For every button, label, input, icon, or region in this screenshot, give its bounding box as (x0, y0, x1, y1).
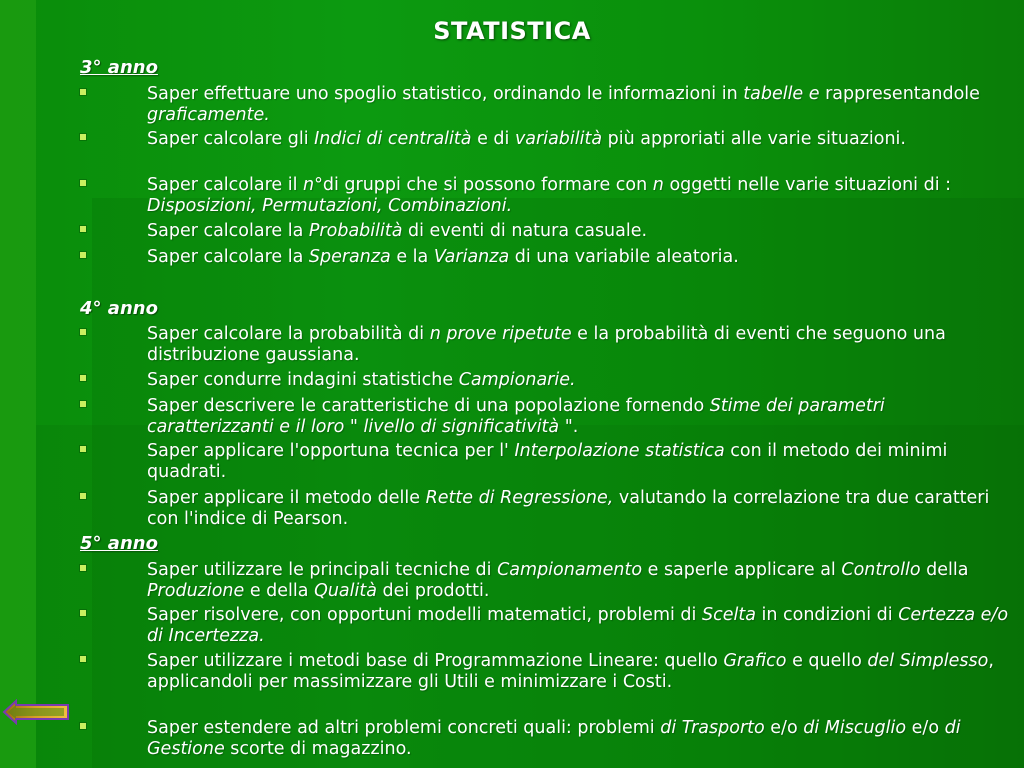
section-heading-3-anno: 3° anno (80, 57, 158, 78)
bullet-icon (80, 226, 86, 232)
slide-title: STATISTICA (433, 17, 591, 45)
bullet-icon (80, 134, 86, 140)
bullet-icon (80, 375, 86, 381)
list-item: Saper risolvere, con opportuni modelli matematici, problemi di Scelta in condizioni di Certezza e/o di Incertezza. (80, 605, 1010, 647)
background-left-strip (0, 0, 36, 768)
section-heading-5-anno: 5° anno (80, 533, 158, 554)
bullet-icon (80, 252, 86, 258)
list-item: Saper utilizzare i metodi base di Programmazione Lineare: quello Grafico e quello del Simplesso, applicandoli per massimizzare gli Utili e minimizzare i Costi. (80, 651, 1010, 693)
list-item: Saper applicare il metodo delle Rette di Regressione, valutando la correlazione tra due caratteri con l'indice di Pearson. (80, 488, 1010, 530)
bullet-icon (80, 493, 86, 499)
list-item: Saper calcolare la Speranza e la Varianza di una variabile aleatoria. (80, 247, 1010, 268)
list-item: Saper calcolare il n°di gruppi che si possono formare con n oggetti nelle varie situazioni di : Disposizioni, Permutazioni, Combinazioni. (80, 175, 1010, 217)
list-item: Saper applicare l'opportuna tecnica per l' Interpolazione statistica con il metodo dei minimi quadrati. (80, 441, 1010, 483)
bullet-icon (80, 89, 86, 95)
bullet-icon (80, 656, 86, 662)
back-arrow-icon (2, 699, 70, 725)
bullet-icon (80, 180, 86, 186)
list-item: Saper calcolare gli Indici di centralità e di variabilità più approriati alle varie situazioni. (80, 129, 1010, 150)
bullet-icon (80, 401, 86, 407)
list-item: Saper effettuare uno spoglio statistico, ordinando le informazioni in tabelle e rappresentandole graficamente. (80, 84, 1010, 126)
bullet-icon (80, 329, 86, 335)
bullet-icon (80, 446, 86, 452)
list-item: Saper estendere ad altri problemi concreti quali: problemi di Trasporto e/o di Miscuglio e/o di Gestione scorte di magazzino. (80, 718, 1010, 760)
section-heading-4-anno: 4° anno (80, 298, 158, 319)
back-button[interactable] (2, 699, 70, 725)
list-item: Saper calcolare la Probabilità di eventi di natura casuale. (80, 221, 1010, 242)
list-item: Saper calcolare la probabilità di n prove ripetute e la probabilità di eventi che seguono una distribuzione gaussiana. (80, 324, 1010, 366)
list-item: Saper utilizzare le principali tecniche di Campionamento e saperle applicare al Controllo della Produzione e della Qualità dei prodotti. (80, 560, 1010, 602)
list-item: Saper condurre indagini statistiche Campionarie. (80, 370, 1010, 391)
bullet-icon (80, 723, 86, 729)
bullet-icon (80, 610, 86, 616)
list-item: Saper descrivere le caratteristiche di una popolazione fornendo Stime dei parametri caratterizzanti e il loro " livello di significatività ". (80, 396, 1010, 438)
bullet-icon (80, 565, 86, 571)
